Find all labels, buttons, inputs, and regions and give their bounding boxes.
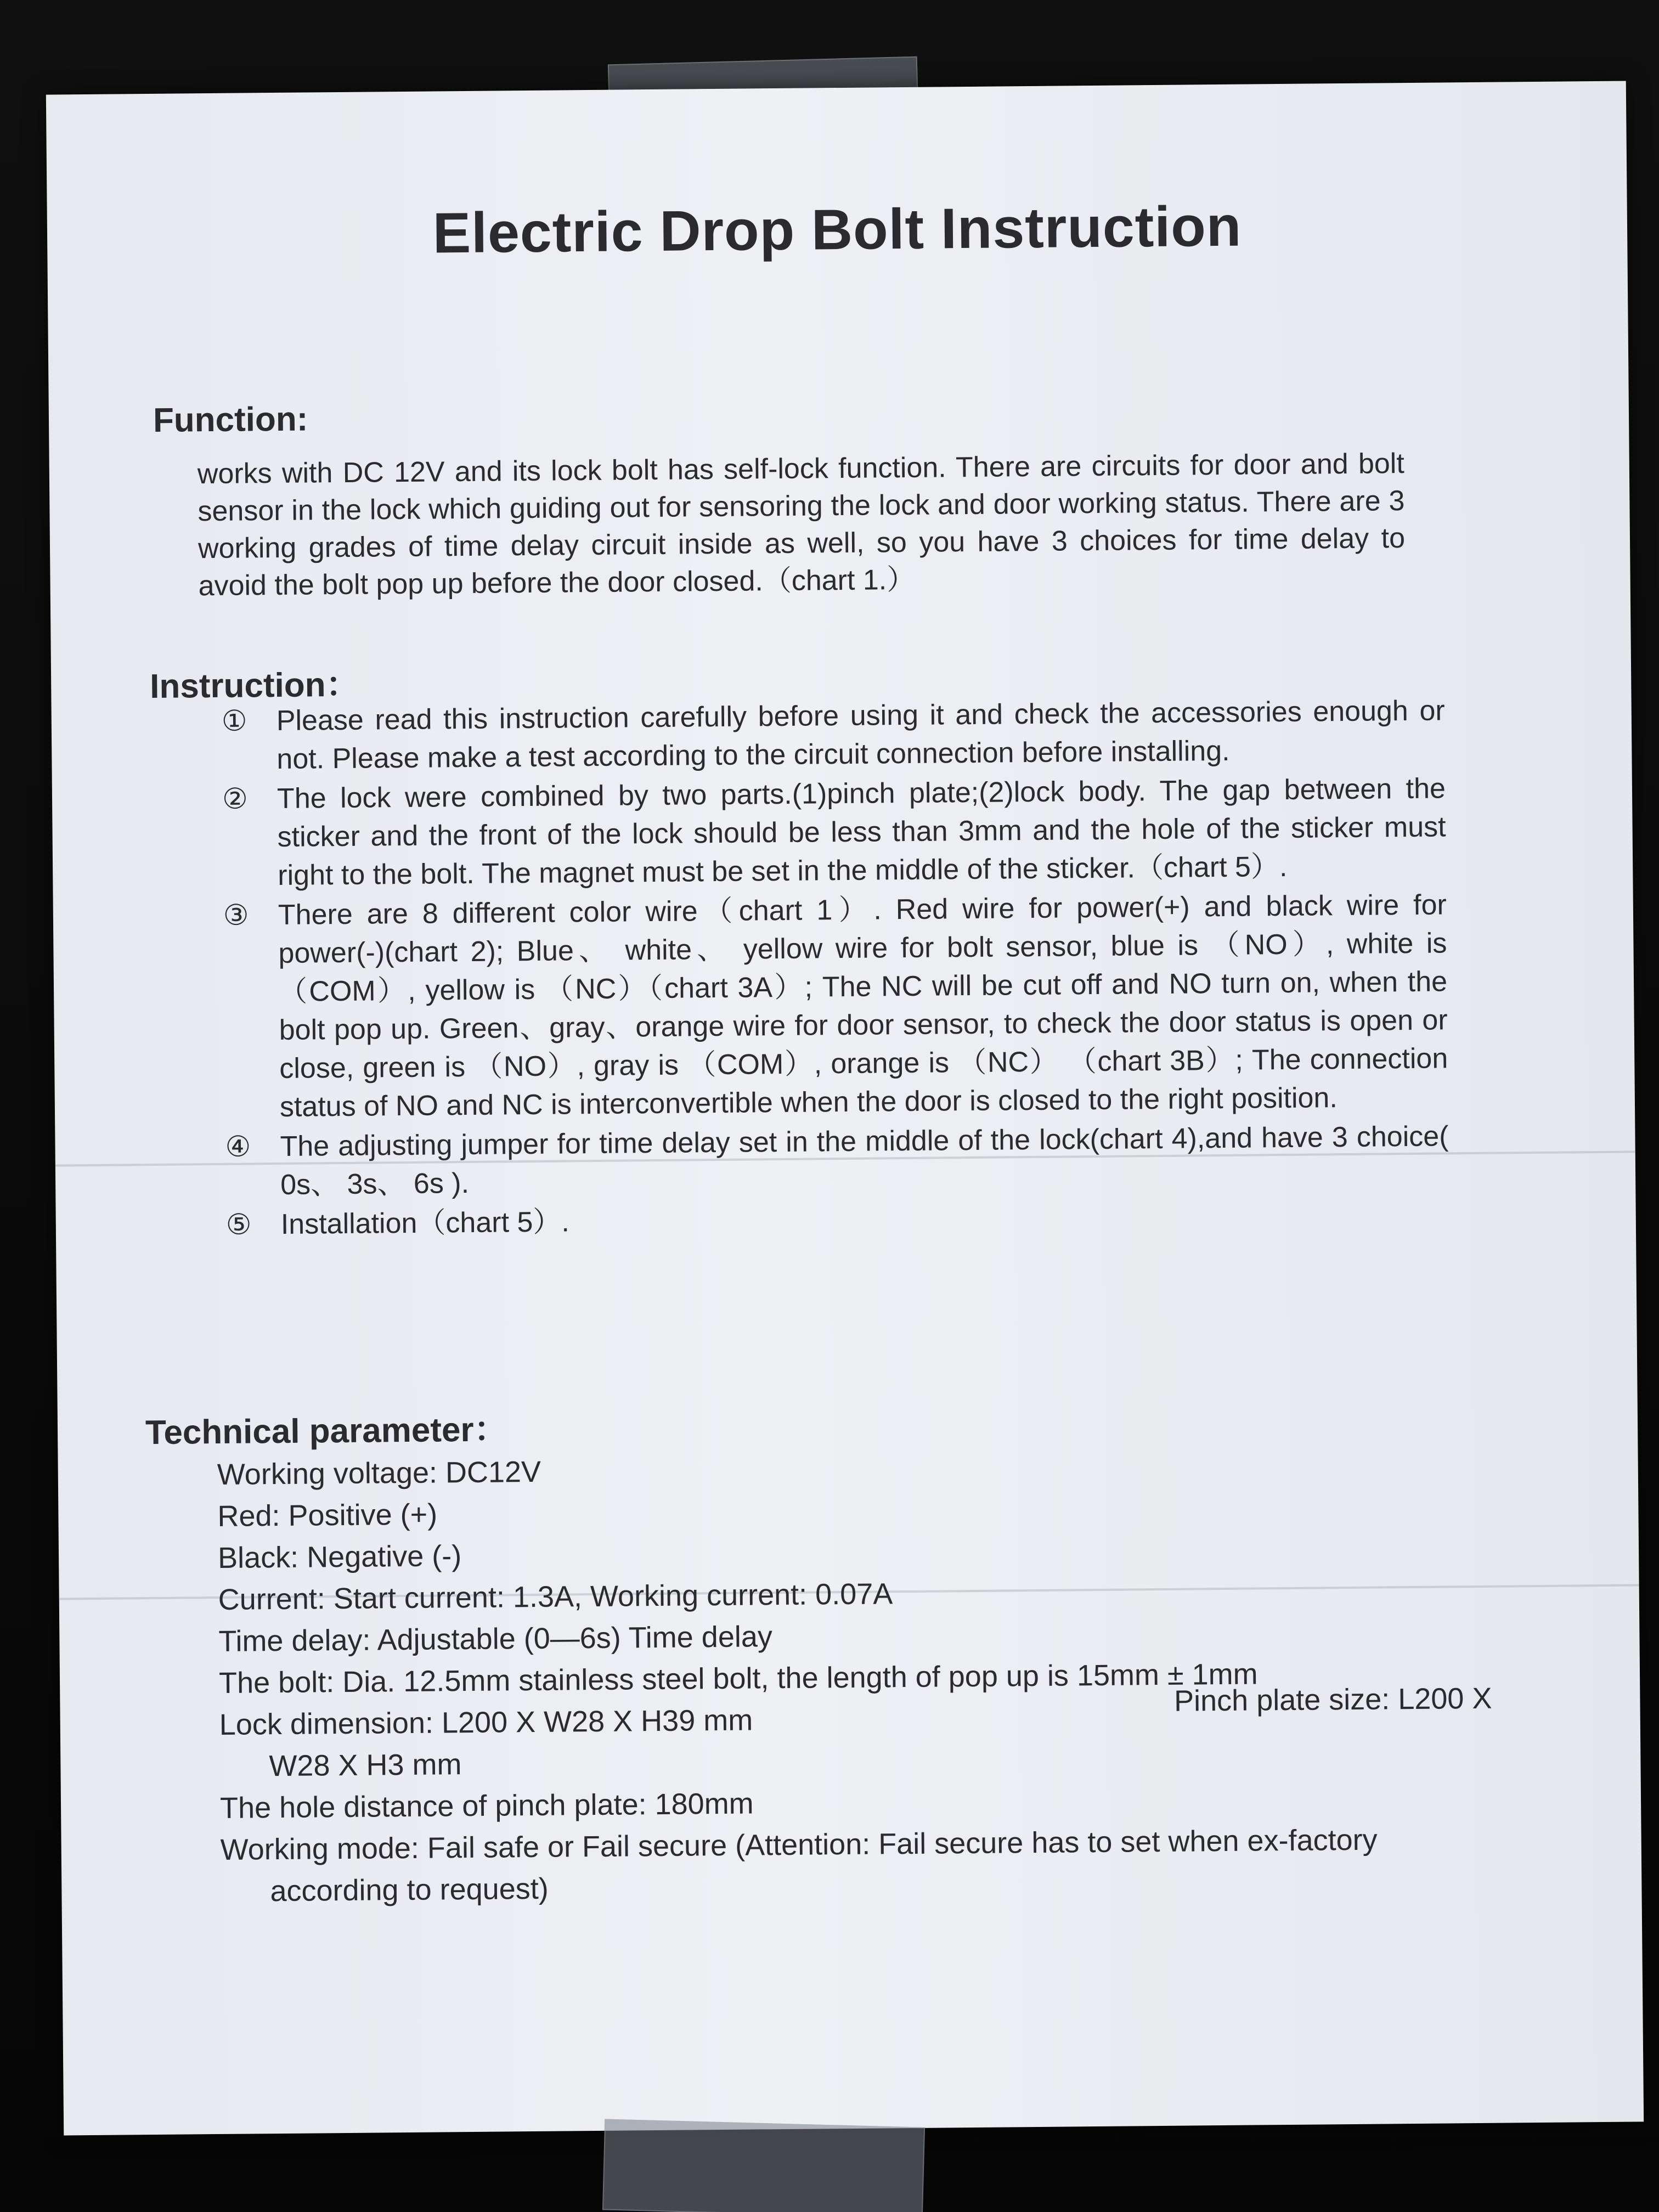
technical-list [217,1443,1493,1912]
instruction-number: ③ [223,899,249,932]
instruction-heading: Instruction： [149,665,360,706]
document-title: Electric Drop Bolt Instruction [432,194,1242,266]
technical-heading: Technical parameter： [145,1410,508,1452]
instruction-text: The adjusting jumper for time delay set in the middle of the lock(chart 4),and have 3 choice( 0s、 3s、 6s ). [280,1120,1449,1201]
function-heading: Function: [153,400,308,439]
tech-time-delay: Time delay: Adjustable (0—6s) Time delay [218,1620,773,1658]
instruction-number: ⑤ [225,1209,252,1241]
instruction-item-3 [223,885,1449,1126]
instruction-text: The lock were combined by two parts.(1)pinch plate;(2)lock body. The gap between the sticker and the front of the lock should be less than 3mm and the hole of the sticker must right to the bolt. The magnet must be set in the middle of the sticker.（chart 5）. [276,772,1446,892]
lock-dimension-text: Lock dimension: L200 X W28 X H39 mm [219,1703,753,1741]
tech-red-wire: Red: Positive (+) [217,1498,438,1533]
instruction-item-2 [222,769,1447,895]
instruction-item-4 [225,1117,1449,1204]
tech-black-wire: Black: Negative (-) [217,1539,462,1575]
pinch-plate-size-text: Pinch plate size: L200 X [1173,1681,1492,1718]
instruction-text: Please read this instruction carefully before using it and check the accessories enough or not. Please make a test according to the circuit connection before installing. [276,695,1445,776]
instruction-list [221,691,1449,1245]
instruction-item-1 [221,691,1445,778]
instruction-number: ① [221,705,247,737]
pinch-plate-size-continuation: W28 X H3 mm [269,1748,462,1783]
tech-voltage: Working voltage: DC12V [217,1455,541,1492]
instruction-number: ② [222,783,248,815]
instruction-text: There are 8 different color wire（chart 1）. Red wire for power(+) and black wire for power(-)(chart 2); Blue、 white、 yellow wire for bolt sensor, blue is （NO）, white is （COM）, yellow is （NC）（chart 3A）; The NC will be cut off and NO turn on, when the bolt pop up. Green、gray、orange wire for door sensor, to check the door status is open or close, green is （NO）, gray is （COM）, orange is （NC） （chart 3B）; The connection status of NO and NC is interconvertible when the door is closed to the right position. [278,889,1448,1123]
instruction-text: Installation（chart 5）. [280,1206,570,1240]
instruction-number: ④ [225,1131,251,1163]
tech-working-mode: Working mode: Fail safe or Fail secure (Attention: Fail secure has to set when ex-factory according to request) [220,1823,1378,1908]
tape-bottom [602,2119,925,2212]
function-text: works with DC 12V and its lock bolt has self-lock function. There are circuits for door and bolt sensor in the lock which guiding out for sensoring the lock and door working status. There are 3 working grades of time delay circuit inside as well, so you have 3 choices for time delay to avoid the bolt pop up before the door closed.（chart 1.） [197,448,1406,602]
tech-hole-distance: The hole distance of pinch plate: 180mm [219,1787,754,1825]
tech-current: Current: Start current: 1.3A, Working current: 0.07A [218,1577,893,1617]
tech-bolt: The bolt: Dia. 12.5mm stainless steel bolt, the length of pop up is 15mm ± 1mm [218,1657,1258,1700]
instruction-sheet [46,81,1644,2136]
